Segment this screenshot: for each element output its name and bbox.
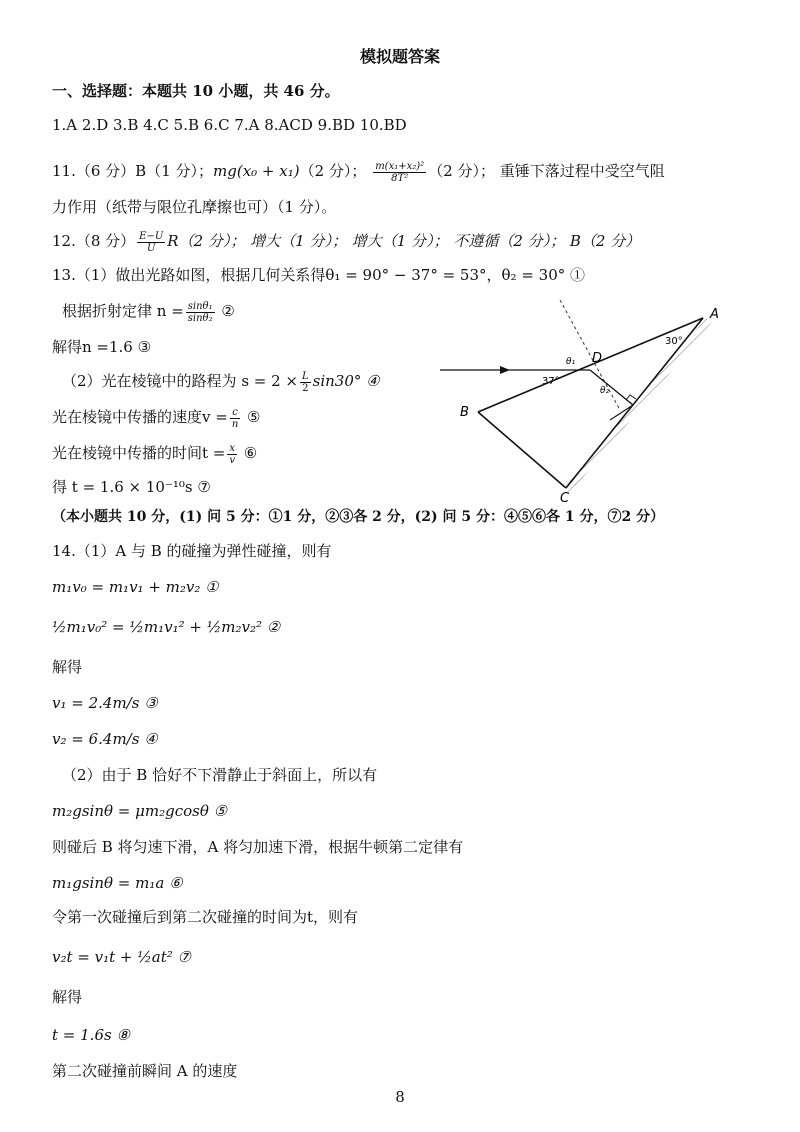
label-A: A — [710, 307, 719, 322]
q14-eq2: ½m₁v₀² = ½m₁v₁² + ½m₂v₂² ② — [52, 618, 281, 636]
q13-l2-num: sinθ₁ — [187, 300, 213, 312]
q14-eq5: m₂gsinθ = μm₂gcosθ ⑤ — [52, 802, 228, 820]
q13-l4-num: L — [302, 370, 309, 382]
q11-part-c: （2 分）； — [299, 162, 367, 180]
q12-part-b: R（2 分）； 增大（1 分）； 增大（1 分）； 不遵循（2 分）； B（2 分） — [167, 232, 641, 250]
right-angle-mark — [626, 395, 636, 400]
page-title: 模拟题答案 — [359, 47, 440, 66]
q12-line — [52, 230, 640, 254]
q13-scoring: （本小题共 10 分，(1) 问 5 分：①1 分，②③各 2 分，(2) 问 5 分：④⑤⑥各 1 分，⑦2 分） — [52, 509, 665, 525]
q14-line5: 第二次碰撞前瞬间 A 的速度 — [52, 1062, 238, 1080]
theta2-label: θ₂ — [600, 386, 610, 396]
q14-solve1: 解得 — [52, 658, 83, 676]
normal-line — [560, 300, 620, 410]
section-header: 一、选择题：本题共 10 小题，共 46 分。 — [52, 82, 340, 100]
q13-line5 — [52, 406, 260, 430]
q12-part-a: 12.（8 分） — [52, 232, 136, 250]
prism-diagram — [420, 300, 720, 505]
angle-37-label: 37° — [542, 376, 560, 387]
q11-line2: 力作用（纸带与限位孔摩擦也可）（1 分）。 — [52, 198, 337, 216]
q13-l5-den: n — [231, 418, 239, 430]
page-number: 8 — [395, 1088, 405, 1106]
q13-l2-text: 根据折射定律 n = — [62, 302, 184, 320]
edge-BC — [478, 412, 566, 488]
q13-l5-num: c — [230, 407, 240, 419]
q13-l6-fraction — [227, 443, 237, 466]
q13-l6-text: 光在棱镜中传播的时间t = — [52, 444, 226, 462]
q13-l4-fraction — [300, 371, 311, 394]
label-C: C — [560, 491, 570, 505]
q14-line4: 令第一次碰撞后到第二次碰撞的时间为t，则有 — [52, 908, 359, 926]
label-B: B — [460, 405, 469, 420]
q13-line6 — [52, 442, 257, 466]
q13-l4-den: 2 — [302, 382, 309, 394]
q13-l4-text: （2）光在棱镜中的路程为 s = 2 × — [62, 372, 298, 390]
q14-line1: 14.（1）A 与 B 的碰撞为弹性碰撞，则有 — [52, 542, 332, 560]
q11-fraction — [373, 161, 426, 184]
q11-frac-den: 8T² — [391, 172, 409, 184]
q13-l5-fraction — [230, 407, 240, 430]
q12-fraction — [137, 231, 165, 254]
q13-l2-den: sinθ₂ — [187, 312, 213, 324]
q11-formula: mg(x₀ + x₁) — [213, 162, 300, 180]
mirror-hatch — [564, 318, 712, 493]
q14-eq6: m₁gsinθ = m₁a ⑥ — [52, 874, 183, 892]
q14-eq3: v₁ = 2.4m/s ③ — [52, 694, 158, 712]
angle-30-label: 30° — [665, 336, 683, 347]
q12-frac-den: U — [147, 242, 156, 254]
q14-eq8: t = 1.6s ⑧ — [52, 1026, 130, 1044]
q13-line2 — [62, 300, 235, 324]
q14-line3: 则碰后 B 将匀速下滑，A 将匀加速下滑，根据牛顿第二定律有 — [52, 838, 464, 856]
q13-l2-fraction — [186, 301, 215, 324]
q14-eq7: v₂t = v₁t + ½at² ⑦ — [52, 948, 191, 966]
q14-solve2: 解得 — [52, 988, 83, 1006]
q14-line2: （2）由于 B 恰好不下滑静止于斜面上，所以有 — [62, 766, 378, 784]
theta1-label: θ₁ — [566, 357, 576, 367]
q13-line7: 得 t = 1.6 × 10⁻¹⁰s ⑦ — [52, 478, 211, 496]
q11-line1 — [52, 160, 665, 184]
q13-l6-mark: ⑥ — [239, 444, 258, 462]
q13-l5-mark: ⑤ — [242, 408, 261, 426]
q13-l6-num: x — [227, 443, 237, 455]
q13-l6-den: v — [229, 454, 236, 466]
q11-part-a: 11.（6 分）B（1 分）； — [52, 162, 214, 180]
ray-arrow-icon — [500, 366, 510, 374]
q11-frac-num: m(x₁+x₂)² — [375, 160, 425, 172]
q13-l2-mark: ② — [216, 302, 235, 320]
q14-eq4: v₂ = 6.4m/s ④ — [52, 730, 158, 748]
q13-line1: 13.（1）做出光路如图，根据几何关系得θ₁ = 90° − 37° = 53°，θ₂ = 30° ① — [52, 266, 586, 284]
q12-frac-num: E−U — [139, 230, 164, 242]
choice-answers: 1.A 2.D 3.B 4.C 5.B 6.C 7.A 8.ACD 9.BD 10.BD — [52, 116, 407, 134]
label-D: D — [592, 351, 603, 366]
q11-part-d: （2 分）； 重锤下落过程中受空气阻 — [428, 162, 665, 180]
q13-l4-mark: sin30° ④ — [312, 372, 380, 390]
q13-l5-text: 光在棱镜中传播的速度v = — [52, 408, 228, 426]
q13-line3: 解得n =1.6 ③ — [52, 338, 152, 356]
q13-line4 — [62, 370, 380, 394]
q14-eq1: m₁v₀ = m₁v₁ + m₂v₂ ① — [52, 578, 219, 596]
